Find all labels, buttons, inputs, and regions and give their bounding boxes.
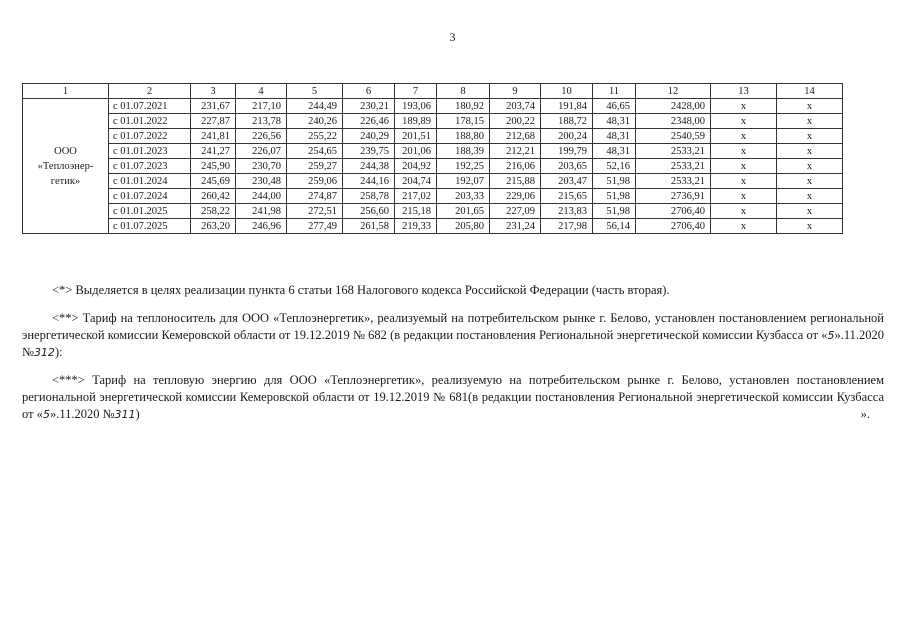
handwritten-day: 5 xyxy=(827,329,835,342)
tariff-value-cell: 259,27 xyxy=(287,159,343,174)
footnotes xyxy=(22,282,884,434)
header-cell: 10 xyxy=(541,84,593,99)
table-row xyxy=(23,219,843,234)
tariff-value-cell: 2706,40 xyxy=(636,204,711,219)
table-body xyxy=(23,84,843,234)
organization-cell xyxy=(23,99,109,234)
tariff-value-cell: 178,15 xyxy=(437,114,490,129)
tariff-value-cell: 258,78 xyxy=(343,189,395,204)
tariff-value-cell: 226,07 xyxy=(236,144,287,159)
tariff-value-cell: 2706,40 xyxy=(636,219,711,234)
tariff-value-cell: 2533,21 xyxy=(636,174,711,189)
effective-date-cell: с 01.01.2024 xyxy=(109,174,191,189)
header-cell: 4 xyxy=(236,84,287,99)
tariff-value-cell: 46,65 xyxy=(593,99,636,114)
effective-date-cell: с 01.07.2022 xyxy=(109,129,191,144)
header-cell: 3 xyxy=(191,84,236,99)
tariff-value-cell: 48,31 xyxy=(593,144,636,159)
tariff-value-cell: 189,89 xyxy=(395,114,437,129)
tariff-value-cell: 241,27 xyxy=(191,144,236,159)
tariff-value-cell: 215,88 xyxy=(490,174,541,189)
tariff-value-cell: 213,83 xyxy=(541,204,593,219)
tariff-value-cell: 203,47 xyxy=(541,174,593,189)
tariff-value-cell: 180,92 xyxy=(437,99,490,114)
table-row xyxy=(23,144,843,159)
tariff-value-cell: 241,98 xyxy=(236,204,287,219)
not-applicable-cell: х xyxy=(711,204,777,219)
not-applicable-cell: х xyxy=(777,219,843,234)
header-cell: 7 xyxy=(395,84,437,99)
tariff-value-cell: 240,26 xyxy=(287,114,343,129)
tariff-value-cell: 212,68 xyxy=(490,129,541,144)
footnote-text: ): xyxy=(54,345,63,359)
tariff-value-cell: 227,87 xyxy=(191,114,236,129)
table-row xyxy=(23,129,843,144)
effective-date-cell: с 01.01.2025 xyxy=(109,204,191,219)
tariff-value-cell: 2428,00 xyxy=(636,99,711,114)
effective-date-cell: с 01.07.2023 xyxy=(109,159,191,174)
page-number: 3 xyxy=(449,30,456,44)
tariff-value-cell: 240,29 xyxy=(343,129,395,144)
header-cell: 1 xyxy=(23,84,109,99)
tariff-value-cell: 263,20 xyxy=(191,219,236,234)
organization-name-line: «Теплоэнер- xyxy=(37,160,94,172)
tariff-value-cell: 215,18 xyxy=(395,204,437,219)
tariff-value-cell: 51,98 xyxy=(593,189,636,204)
effective-date-cell: с 01.07.2025 xyxy=(109,219,191,234)
tariff-value-cell: 191,84 xyxy=(541,99,593,114)
footnote-closing-quote: ». xyxy=(860,407,870,421)
tariff-value-cell: 188,39 xyxy=(437,144,490,159)
tariff-value-cell: 229,06 xyxy=(490,189,541,204)
effective-date-cell: с 01.01.2022 xyxy=(109,114,191,129)
tariff-value-cell: 200,22 xyxy=(490,114,541,129)
header-cell: 12 xyxy=(636,84,711,99)
not-applicable-cell: х xyxy=(777,114,843,129)
tariff-value-cell: 193,06 xyxy=(395,99,437,114)
tariff-value-cell: 255,22 xyxy=(287,129,343,144)
tariff-value-cell: 52,16 xyxy=(593,159,636,174)
handwritten-day: 5 xyxy=(42,408,50,421)
not-applicable-cell: х xyxy=(777,159,843,174)
tariff-value-cell: 212,21 xyxy=(490,144,541,159)
header-cell: 5 xyxy=(287,84,343,99)
tariff-value-cell: 246,96 xyxy=(236,219,287,234)
tariff-value-cell: 230,21 xyxy=(343,99,395,114)
tariff-value-cell: 48,31 xyxy=(593,114,636,129)
tariff-value-cell: 213,78 xyxy=(236,114,287,129)
header-cell: 2 xyxy=(109,84,191,99)
table-row xyxy=(23,204,843,219)
tariff-value-cell: 200,24 xyxy=(541,129,593,144)
tariff-value-cell: 245,90 xyxy=(191,159,236,174)
tariff-value-cell: 219,33 xyxy=(395,219,437,234)
tariff-value-cell: 256,60 xyxy=(343,204,395,219)
tariff-value-cell: 2540,59 xyxy=(636,129,711,144)
tariff-value-cell: 241,81 xyxy=(191,129,236,144)
footnote-text: <***> Тариф на тепловую энергию для ООО «Теплоэнергетик», реализуемую на потребительском рынке г. Белово, установлен постановлением региональной энергетической комиссии Кемеровской области от 19.12.2019 № 681(в редакции постановления Региональной энергетической комиссии Кузбасса от « xyxy=(22,373,884,421)
tariff-value-cell: 201,51 xyxy=(395,129,437,144)
not-applicable-cell: х xyxy=(711,114,777,129)
tariff-value-cell: 244,00 xyxy=(236,189,287,204)
tariff-value-cell: 216,06 xyxy=(490,159,541,174)
tariff-value-cell: 192,25 xyxy=(437,159,490,174)
tariff-value-cell: 199,79 xyxy=(541,144,593,159)
organization-name-line: гетик» xyxy=(50,175,81,187)
not-applicable-cell: х xyxy=(777,129,843,144)
tariff-value-cell: 201,06 xyxy=(395,144,437,159)
tariff-value-cell: 274,87 xyxy=(287,189,343,204)
not-applicable-cell: х xyxy=(711,144,777,159)
header-cell: 8 xyxy=(437,84,490,99)
tariff-table xyxy=(22,83,843,234)
organization-name-line: ООО xyxy=(54,145,77,157)
header-cell: 13 xyxy=(711,84,777,99)
not-applicable-cell: х xyxy=(711,129,777,144)
tariff-value-cell: 192,07 xyxy=(437,174,490,189)
tariff-value-cell: 2348,00 xyxy=(636,114,711,129)
tariff-value-cell: 217,10 xyxy=(236,99,287,114)
tariff-value-cell: 203,33 xyxy=(437,189,490,204)
tariff-value-cell: 48,31 xyxy=(593,129,636,144)
tariff-value-cell: 203,74 xyxy=(490,99,541,114)
tariff-value-cell: 230,48 xyxy=(236,174,287,189)
tariff-value-cell: 2533,21 xyxy=(636,159,711,174)
tariff-value-cell: 244,38 xyxy=(343,159,395,174)
table-row xyxy=(23,189,843,204)
not-applicable-cell: х xyxy=(777,204,843,219)
tariff-value-cell: 261,58 xyxy=(343,219,395,234)
tariff-value-cell: 244,16 xyxy=(343,174,395,189)
tariff-value-cell: 226,46 xyxy=(343,114,395,129)
tariff-value-cell: 215,65 xyxy=(541,189,593,204)
effective-date-cell: с 01.01.2023 xyxy=(109,144,191,159)
tariff-value-cell: 203,65 xyxy=(541,159,593,174)
tariff-value-cell: 56,14 xyxy=(593,219,636,234)
header-cell: 9 xyxy=(490,84,541,99)
tariff-value-cell: 188,72 xyxy=(541,114,593,129)
tariff-value-cell: 2736,91 xyxy=(636,189,711,204)
footnote-text: ) xyxy=(135,407,140,421)
not-applicable-cell: х xyxy=(777,99,843,114)
tariff-value-cell: 254,65 xyxy=(287,144,343,159)
tariff-value-cell: 51,98 xyxy=(593,204,636,219)
table-row xyxy=(23,99,843,114)
table-row xyxy=(23,174,843,189)
tariff-value-cell: 244,49 xyxy=(287,99,343,114)
table-row xyxy=(23,159,843,174)
footnote-text: <**> Тариф на теплоноситель для ООО «Теплоэнергетик», реализуемый на потребительском рынке г. Белово, установлен постановлением региональной энергетической комиссии Кемеровской области от 19.12.2019 № 682 (в редакции постановления Региональной энергетической комиссии Кузбасса от « xyxy=(22,311,884,342)
footnote-text: ».11.2020 № xyxy=(49,407,115,421)
not-applicable-cell: х xyxy=(711,189,777,204)
tariff-value-cell: 217,02 xyxy=(395,189,437,204)
tariff-value-cell: 230,70 xyxy=(236,159,287,174)
not-applicable-cell: х xyxy=(777,189,843,204)
not-applicable-cell: х xyxy=(711,99,777,114)
tariff-value-cell: 201,65 xyxy=(437,204,490,219)
table-row xyxy=(23,114,843,129)
tariff-value-cell: 205,80 xyxy=(437,219,490,234)
tariff-value-cell: 204,92 xyxy=(395,159,437,174)
tariff-value-cell: 259,06 xyxy=(287,174,343,189)
tariff-value-cell: 227,09 xyxy=(490,204,541,219)
tariff-value-cell: 231,67 xyxy=(191,99,236,114)
footnote-heat-tariff xyxy=(22,372,884,423)
tariff-value-cell: 204,74 xyxy=(395,174,437,189)
tariff-value-cell: 217,98 xyxy=(541,219,593,234)
tariff-value-cell: 188,80 xyxy=(437,129,490,144)
effective-date-cell: с 01.07.2024 xyxy=(109,189,191,204)
not-applicable-cell: х xyxy=(711,219,777,234)
footnote-vat: <*> Выделяется в целях реализации пункта 6 статьи 168 Налогового кодекса Российской Федерации (часть вторая). xyxy=(52,283,670,297)
header-cell: 6 xyxy=(343,84,395,99)
tariff-value-cell: 245,69 xyxy=(191,174,236,189)
footnote-coolant-tariff xyxy=(22,310,884,361)
tariff-value-cell: 2533,21 xyxy=(636,144,711,159)
tariff-value-cell: 260,42 xyxy=(191,189,236,204)
not-applicable-cell: х xyxy=(777,144,843,159)
footnote-text: ».11.2020 № xyxy=(22,328,884,359)
tariff-value-cell: 51,98 xyxy=(593,174,636,189)
tariff-value-cell: 239,75 xyxy=(343,144,395,159)
handwritten-number: 312 xyxy=(33,346,55,359)
tariff-value-cell: 277,49 xyxy=(287,219,343,234)
handwritten-number: 311 xyxy=(114,408,136,421)
table-header-row xyxy=(23,84,843,99)
tariff-value-cell: 231,24 xyxy=(490,219,541,234)
header-cell: 14 xyxy=(777,84,843,99)
effective-date-cell: с 01.07.2021 xyxy=(109,99,191,114)
tariff-value-cell: 272,51 xyxy=(287,204,343,219)
not-applicable-cell: х xyxy=(711,159,777,174)
header-cell: 11 xyxy=(593,84,636,99)
tariff-value-cell: 258,22 xyxy=(191,204,236,219)
tariff-value-cell: 226,56 xyxy=(236,129,287,144)
not-applicable-cell: х xyxy=(711,174,777,189)
not-applicable-cell: х xyxy=(777,174,843,189)
